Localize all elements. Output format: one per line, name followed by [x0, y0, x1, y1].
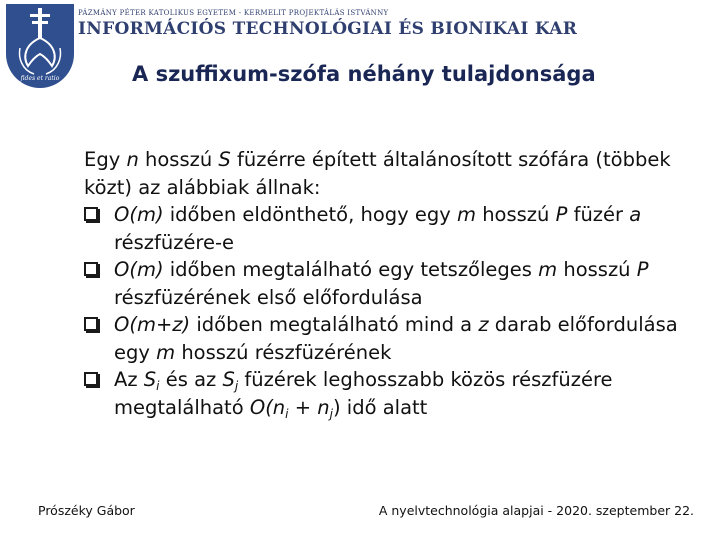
item-text: részfüzére-e: [114, 230, 235, 254]
item-text: m: [457, 203, 476, 226]
item-text: időben megtalálható mind a: [190, 313, 479, 336]
item-text: hosszú: [557, 258, 637, 281]
item-text: P: [636, 258, 649, 281]
checkbox-bullet-icon: [84, 317, 98, 331]
list-item: [84, 311, 704, 366]
item-text: ): [332, 395, 341, 419]
slide-title: A szuffixum-szófa néhány tulajdonsága: [132, 62, 596, 86]
item-text: P: [555, 203, 568, 226]
intro-text: hosszú: [138, 148, 219, 171]
item-text: időben eldönthető, hogy egy: [163, 203, 457, 226]
list-item: [84, 366, 704, 421]
item-text: m: [156, 340, 176, 364]
checkbox-bullet-icon: [84, 372, 98, 386]
intro-text: Egy: [84, 148, 127, 171]
intro-paragraph: [84, 146, 704, 201]
item-text: részfüzérének első előfordulása: [114, 285, 423, 309]
item-text: O(m+z): [114, 313, 191, 336]
intro-var-s: S: [218, 148, 231, 171]
slide-body: [84, 146, 704, 421]
item-text: S: [222, 368, 235, 391]
item-text: Az: [114, 368, 144, 391]
item-text: hosszú: [476, 203, 556, 226]
crest-motto: fides et ratio: [20, 75, 60, 82]
item-text: időben megtalálható egy tetszőleges: [163, 258, 539, 281]
item-subscript: i: [285, 406, 289, 421]
item-subscript: j: [329, 406, 333, 421]
intro-var-n: n: [126, 148, 139, 171]
item-text: idő alatt: [340, 395, 428, 419]
item-text: S: [143, 368, 157, 391]
list-item: [84, 201, 704, 256]
faculty-name: INFORMÁCIÓS TECHNOLÓGIAI ÉS BIONIKAI KAR: [78, 19, 578, 39]
item-text: darab előfordulása egy: [114, 313, 678, 364]
checkbox-bullet-icon: [84, 262, 98, 276]
university-name: PÁZMÁNY PÉTER KATOLIKUS EGYETEM - KERMELIT PROJEKTÁLÁS ISTVÁNNY: [78, 9, 389, 17]
item-text: m: [538, 258, 558, 281]
item-text: n: [317, 395, 330, 419]
property-list: [84, 201, 704, 421]
item-text: O(m): [114, 258, 164, 281]
university-crest-logo: [6, 4, 74, 88]
checkbox-bullet-icon: [84, 207, 98, 221]
item-text: O(n: [249, 395, 286, 419]
item-text: hosszú részfüzérének: [175, 340, 392, 364]
item-text: z: [478, 313, 489, 336]
intro-text: füzérre épített általánosított szófára (többek közt) az alábbiak állnak:: [84, 148, 671, 199]
item-text: a: [629, 203, 642, 226]
item-text: és az: [159, 368, 223, 391]
item-text: füzér: [567, 203, 630, 226]
item-subscript: j: [234, 379, 239, 393]
item-text: +: [288, 395, 318, 419]
item-text: O(m): [114, 203, 164, 226]
footer-course: A nyelvtechnológia alapjai - 2020. szeptember 22.: [378, 503, 694, 518]
item-text: füzérek leghosszabb közös részfüzére megtalálható: [114, 368, 613, 419]
footer-author: Prószéky Gábor: [38, 503, 135, 518]
item-subscript: i: [156, 379, 160, 393]
list-item: [84, 256, 704, 311]
